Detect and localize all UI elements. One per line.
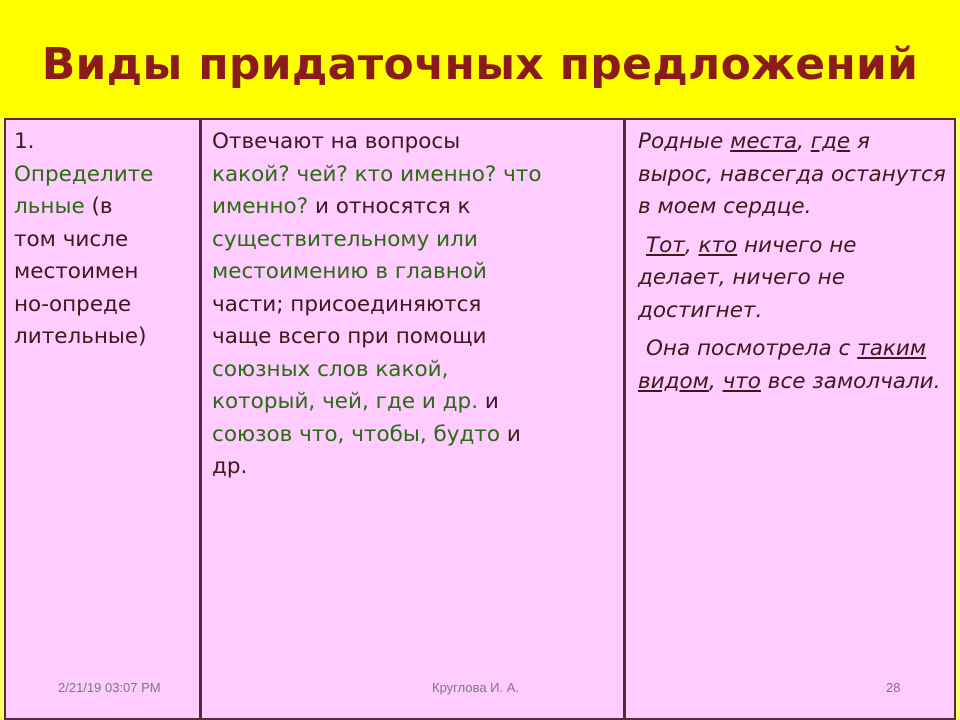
desc-line: чаще всего при помощи — [212, 324, 487, 349]
cell-examples — [626, 120, 954, 718]
desc-line: именно? — [212, 194, 309, 219]
desc-line: и относятся к — [308, 194, 471, 219]
desc-line: существительному или — [212, 226, 478, 252]
underlined-word: таким видом — [638, 336, 927, 394]
desc-line: и — [478, 389, 499, 414]
desc-line: части; присоединяются — [212, 291, 482, 317]
desc-line: и — [500, 421, 521, 447]
desc-line: союзных слов какой, — [212, 356, 449, 382]
type-line: лительные) — [14, 324, 147, 349]
example-3: Она посмотрела с таким видом, что все замолчали. — [638, 336, 941, 394]
type-line: местоимен — [14, 259, 139, 284]
type-line: (в — [84, 194, 113, 219]
cell-description — [202, 120, 626, 718]
footer-date: 2/21/19 03:07 PM — [58, 680, 161, 695]
example-1: Родные места, где я вырос, навсегда останутся в моем сердце. — [638, 129, 946, 219]
underlined-word: места — [730, 129, 798, 154]
underlined-word: кто — [698, 232, 738, 258]
footer-author: Круглова И. А. — [432, 680, 520, 695]
desc-line: союзов что, чтобы, будто — [212, 421, 501, 447]
type-line: том числе — [14, 226, 129, 252]
underlined-word: где — [810, 129, 851, 154]
type-line: но-опреде — [14, 291, 132, 317]
underlined-word: Тот — [646, 232, 685, 258]
desc-line: местоимению в главной — [212, 259, 487, 284]
desc-line: какой? чей? кто именно? что — [212, 161, 542, 187]
examples-text — [638, 126, 946, 398]
footer-page-number: 28 — [886, 680, 901, 695]
underlined-word: что — [722, 368, 761, 394]
title-bar — [0, 0, 960, 118]
type-line: Определите — [14, 161, 154, 187]
type-text — [14, 126, 191, 354]
content-table — [4, 118, 956, 720]
slide-title: Виды придаточных предложений — [41, 38, 919, 90]
type-line: льные — [14, 194, 85, 219]
desc-line: Отвечают на вопросы — [212, 129, 461, 154]
desc-line: который, чей, где и др. — [212, 389, 479, 414]
desc-line: др. — [212, 454, 248, 479]
description-text — [212, 126, 615, 484]
example-2: Тот, кто ничего не делает, ничего не достигнет. — [638, 232, 857, 323]
type-number: 1. — [14, 129, 35, 154]
cell-type — [6, 120, 202, 718]
